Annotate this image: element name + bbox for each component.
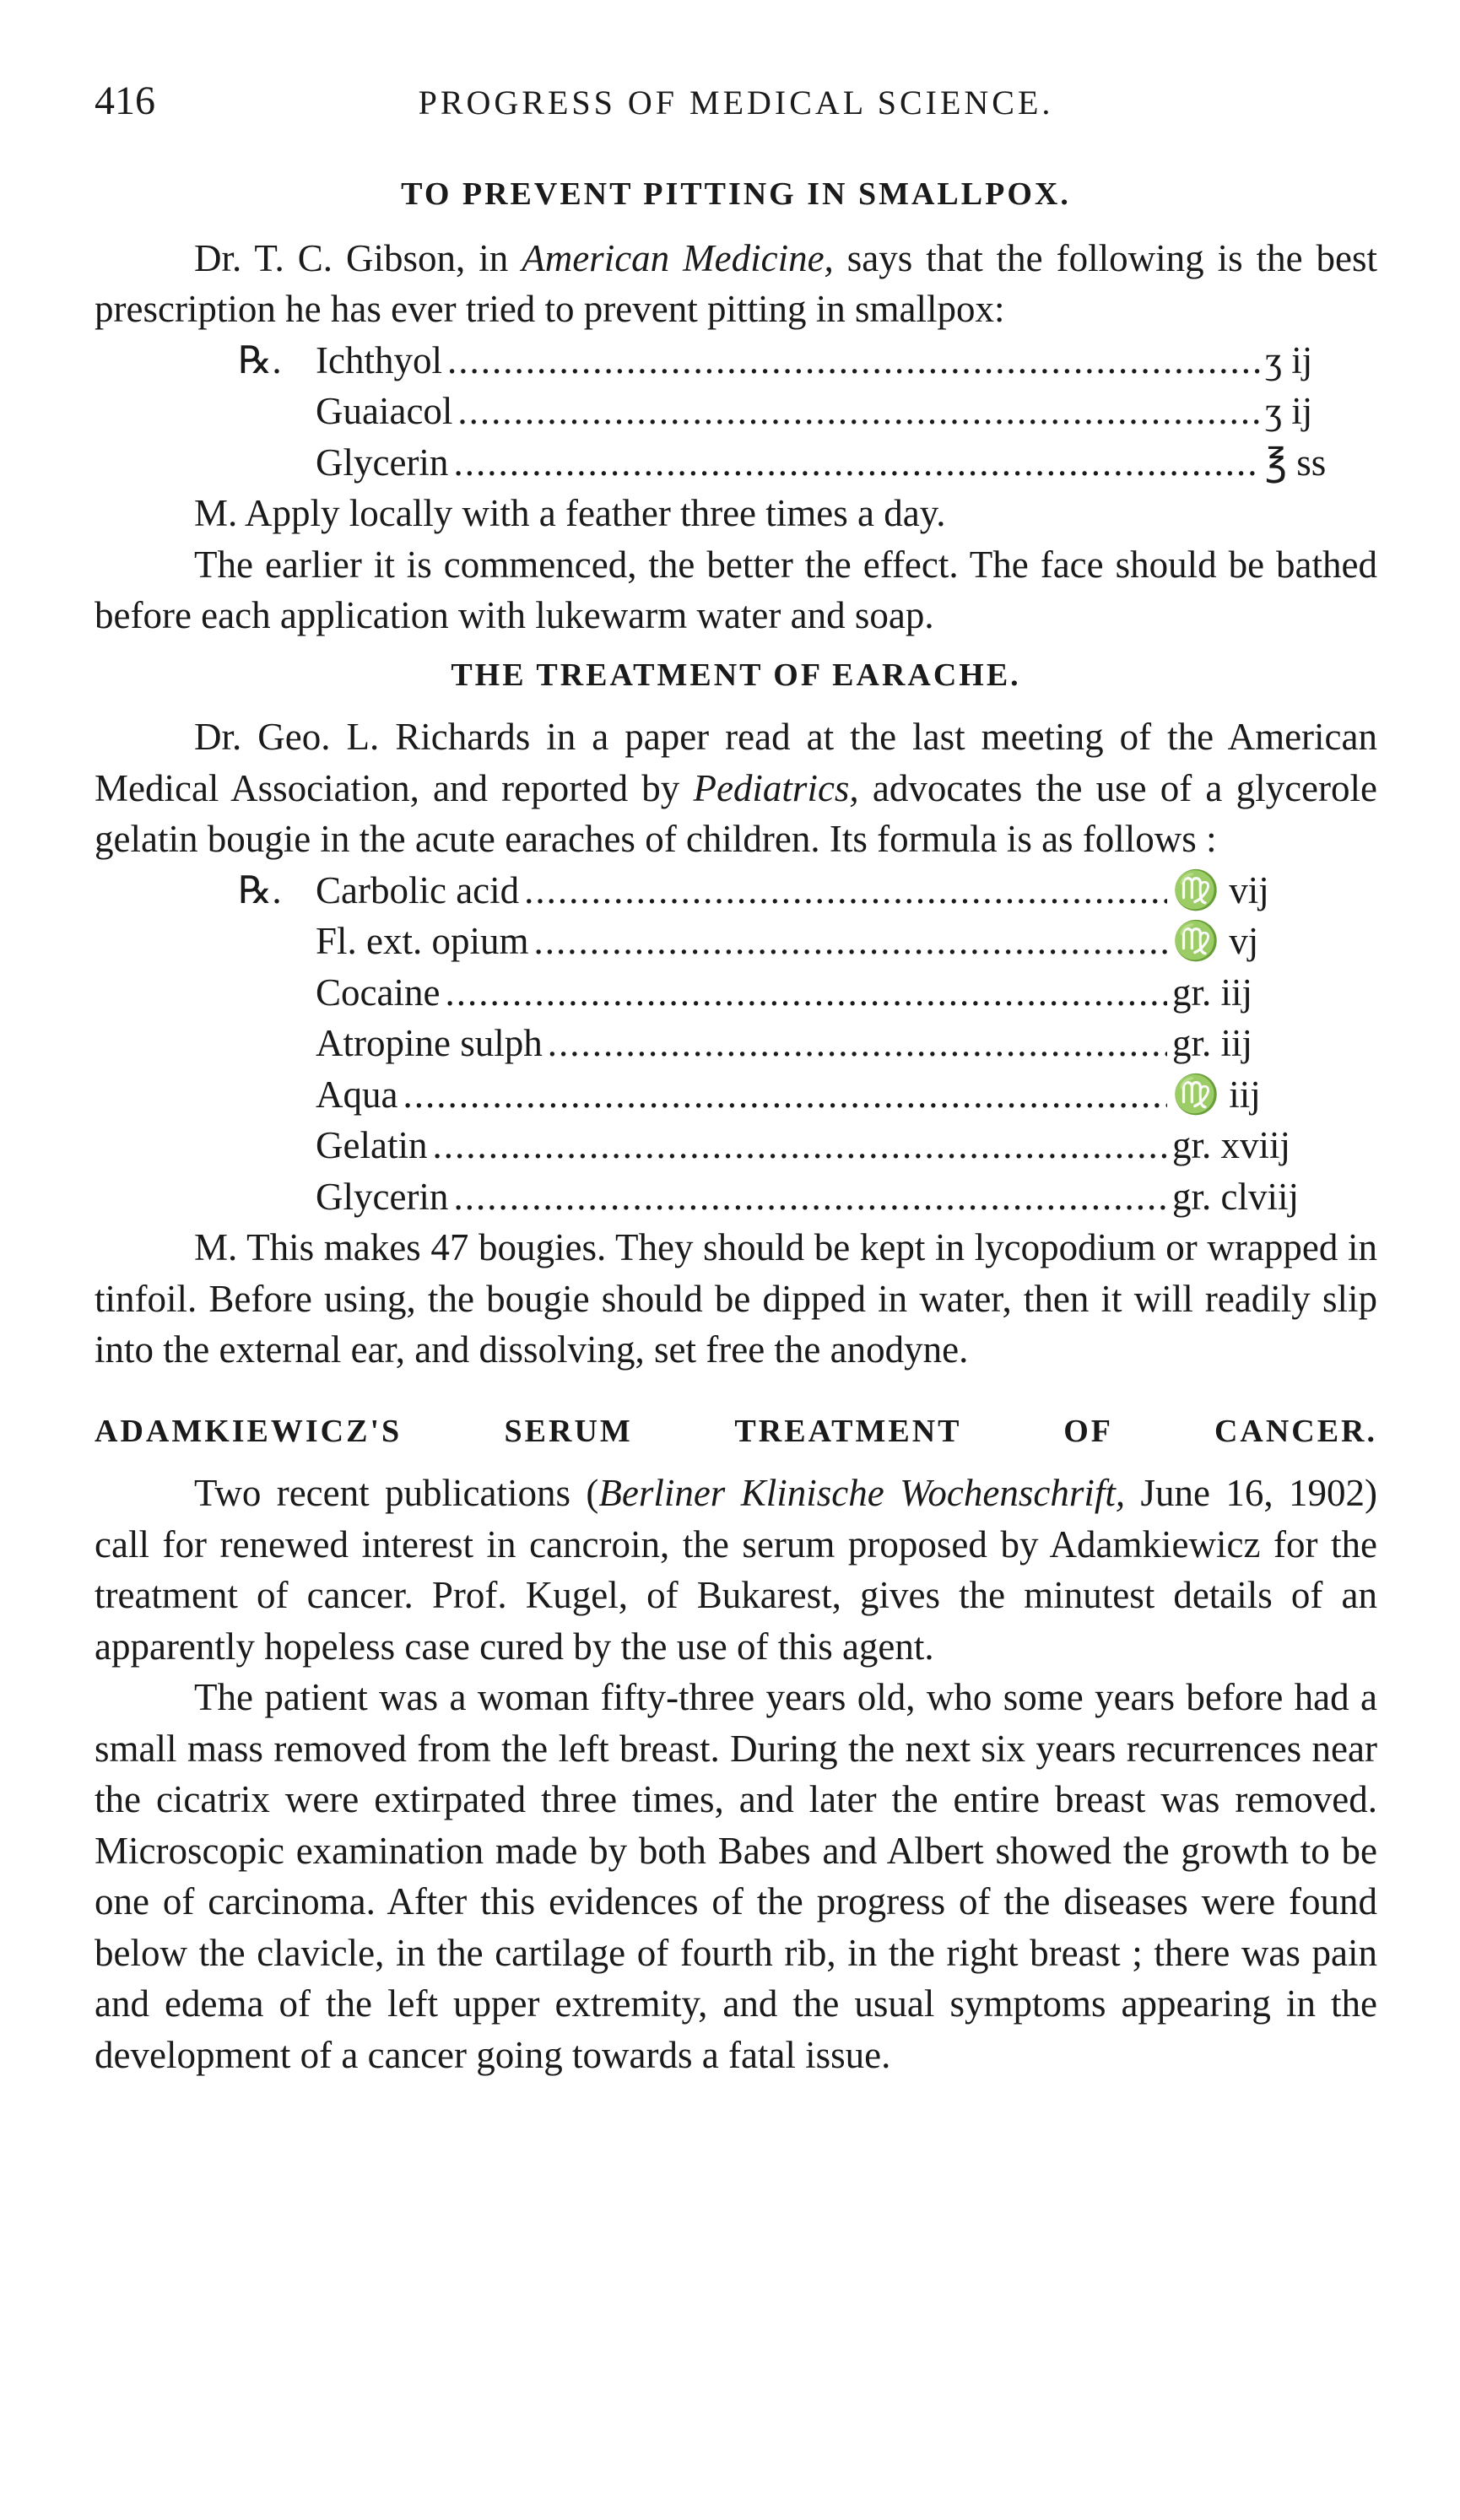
recipe-symbol: ℞. xyxy=(238,338,282,381)
prescription-line xyxy=(238,916,1345,967)
ingredient-name: Guaiacol xyxy=(316,390,453,433)
paragraph-text: June 16, 1902) call for renewed interest in cancroin, the serum proposed by Adamkiewicz for the treatment of cancer. Prof. Kugel, of Bukarest, gives the minutest details of an apparently hopeless case cured by the use of this agent. xyxy=(95,1472,1377,1668)
prescription-line xyxy=(238,335,1345,387)
ingredient-name: Carbolic acid xyxy=(316,868,520,911)
prescription-line xyxy=(238,437,1345,489)
earache-closing-paragraph: M. This makes 47 bougies. They should be kept in lycopodium or wrapped in tinfoil. Before using, the bougie should be dipped in water, then it will readily slip into the external ear, and dissolving, set free the anodyne. xyxy=(95,1226,1377,1371)
leader-dots xyxy=(453,437,1260,489)
smallpox-directions: M. Apply locally with a feather three times a day. xyxy=(194,492,946,535)
ingredient-name: Atropine sulph xyxy=(316,1022,543,1065)
ingredient-name: Glycerin xyxy=(316,441,449,484)
smallpox-intro-paragraph xyxy=(95,233,1377,335)
leader-dots xyxy=(432,1120,1167,1171)
intro-text: Dr. Geo. L. Richards in a paper read at the last meeting of the American Medical Association, and reported by xyxy=(95,716,1377,809)
ingredient-name: Ichthyol xyxy=(316,338,442,381)
prescription-line xyxy=(238,1018,1345,1069)
ingredient-quantity: ♍ iij xyxy=(1172,1073,1261,1116)
ingredient-quantity: gr. iij xyxy=(1172,1022,1253,1065)
leader-dots xyxy=(447,335,1260,387)
earache-intro-paragraph xyxy=(95,711,1377,865)
leader-dots xyxy=(453,1171,1167,1223)
ingredient-name: Gelatin xyxy=(316,1124,428,1167)
ingredient-quantity: ʒ ij xyxy=(1265,390,1313,433)
leader-dots xyxy=(445,967,1167,1019)
cancer-paragraph-1 xyxy=(95,1468,1377,1672)
leader-dots xyxy=(534,916,1167,967)
prescription-line xyxy=(238,967,1345,1019)
prescription-line xyxy=(238,1069,1345,1121)
ingredient-quantity: ℥ ss xyxy=(1265,441,1327,484)
smallpox-closing-paragraph: The earlier it is commenced, the better the effect. The face should be bathed before each application with lukewarm water and soap. xyxy=(95,543,1377,637)
page-number: 416 xyxy=(95,78,155,123)
prescription-line xyxy=(238,1171,1345,1223)
ingredient-quantity: ♍ vij xyxy=(1172,868,1269,911)
ingredient-quantity: ʒ ij xyxy=(1265,338,1313,381)
ingredient-quantity: gr. clviij xyxy=(1172,1175,1299,1218)
book-page xyxy=(95,78,1377,2080)
leader-dots xyxy=(548,1018,1167,1069)
ingredient-name: Aqua xyxy=(316,1073,398,1116)
leader-dots xyxy=(403,1069,1167,1121)
ingredient-quantity: ♍ vj xyxy=(1172,920,1259,963)
ingredient-name: Cocaine xyxy=(316,971,441,1014)
section-heading-cancer-serum: ADAMKIEWICZ'S SERUM TREATMENT OF CANCER. xyxy=(95,1413,1377,1449)
cancer-paragraph-2: The patient was a woman fifty-three years old, who some years before had a small mass removed from the left breast. During the next six years recurrences near the cicatrix were extirpated three times, and later the entire breast was removed. Microscopic examination made by both Babes and Albert showed the growth to be one of carcinoma. After this evidences of the progress of the diseases were found below the clavicle, in the cartilage of fourth rib, in the right breast ; there was pain and edema of the left upper extremity, and the usual symptoms appearing in the development of a cancer going towards a fatal issue. xyxy=(95,1676,1377,2076)
prescription-line xyxy=(238,1120,1345,1171)
section-heading-earache: THE TREATMENT OF EARACHE. xyxy=(451,657,1021,693)
earache-prescription xyxy=(238,865,1345,1223)
intro-text: Dr. T. C. Gibson, in xyxy=(194,236,522,279)
prescription-line xyxy=(238,865,1345,917)
source-citation: American Medicine, xyxy=(522,236,834,279)
section-heading-smallpox: TO PREVENT PITTING IN SMALLPOX. xyxy=(401,176,1071,212)
intro-text: says that the following is the best prescription he has ever tried to prevent pitting in smallpox: xyxy=(95,236,1377,331)
source-citation: Berliner Klinische Wochenschrift, xyxy=(598,1472,1126,1515)
leader-dots xyxy=(524,865,1167,917)
paragraph-text: Two recent publications ( xyxy=(194,1472,599,1515)
recipe-symbol: ℞. xyxy=(238,868,282,911)
ingredient-quantity: gr. iij xyxy=(1172,971,1253,1014)
ingredient-name: Glycerin xyxy=(316,1175,449,1218)
smallpox-prescription xyxy=(238,335,1345,489)
prescription-line xyxy=(238,386,1345,437)
leader-dots xyxy=(457,386,1260,437)
ingredient-name: Fl. ext. opium xyxy=(316,920,529,963)
running-head xyxy=(95,78,1377,128)
intro-text: advocates the use of a glycerole gelatin bougie in the acute earaches of children. Its formula is as follows : xyxy=(95,766,1377,861)
ingredient-quantity: gr. xviij xyxy=(1172,1124,1291,1167)
source-citation: Pediatrics, xyxy=(693,766,859,809)
running-title: PROGRESS OF MEDICAL SCIENCE. xyxy=(418,84,1054,122)
